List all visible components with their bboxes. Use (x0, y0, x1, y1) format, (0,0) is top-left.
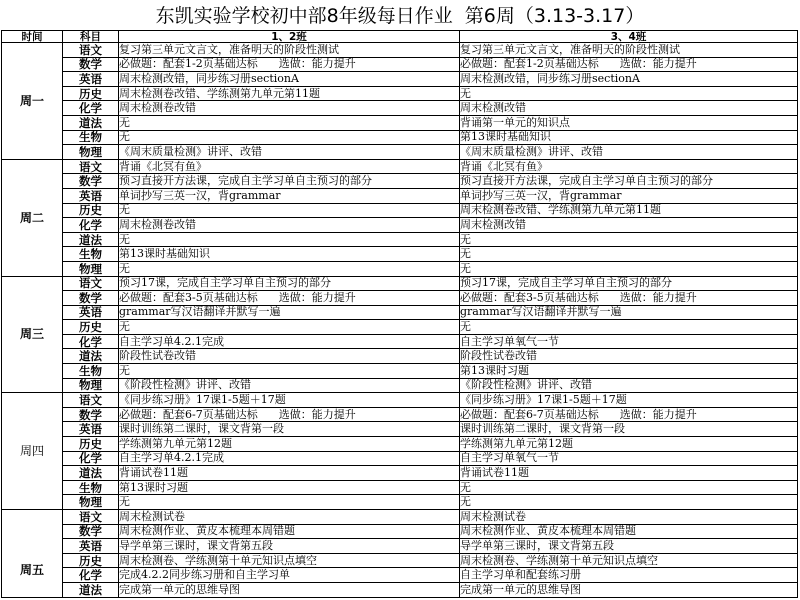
table-row (2, 582, 798, 597)
table-row (2, 378, 798, 393)
subject-cell: 历史 (63, 553, 119, 568)
class-3-4-homework-cell: 必做题：配套1-2页基础达标 选做：能力提升 (460, 57, 798, 72)
table-row (2, 247, 798, 262)
subject-cell: 英语 (63, 305, 119, 320)
class-3-4-homework-cell: 周末检测改错 (460, 218, 798, 233)
table-row (2, 568, 798, 583)
class-3-4-homework-cell: 自主学习单和配套练习册 (460, 568, 798, 583)
subject-cell: 数学 (63, 57, 119, 72)
class-3-4-homework-cell: 复习第三单元文言文，准备明天的阶段性测试 (460, 43, 798, 58)
header-subject: 科目 (63, 31, 119, 43)
class-3-4-homework-cell: 背诵第一单元的知识点 (460, 115, 798, 130)
class-1-2-homework-cell: 周末检测卷改错、学练测第九单元第11题 (119, 86, 460, 101)
class-1-2-homework-cell: 单词抄写三英一汉，背grammar (119, 188, 460, 203)
table-row (2, 276, 798, 291)
class-3-4-homework-cell: 无 (460, 261, 798, 276)
class-3-4-homework-cell: 《周末质量检测》讲评、改错 (460, 145, 798, 160)
class-1-2-homework-cell: 背诵《北冥有鱼》 (119, 159, 460, 174)
class-3-4-homework-cell: 无 (460, 320, 798, 335)
table-row (2, 218, 798, 233)
subject-cell: 数学 (63, 407, 119, 422)
class-1-2-homework-cell: 无 (119, 203, 460, 218)
table-row (2, 407, 798, 422)
class-1-2-homework-cell: 无 (119, 115, 460, 130)
table-row (2, 188, 798, 203)
class-3-4-homework-cell: 预习直接开方法课，完成自主学习单自主预习的部分 (460, 174, 798, 189)
class-1-2-homework-cell: 《周末质量检测》讲评、改错 (119, 145, 460, 160)
subject-cell: 化学 (63, 568, 119, 583)
class-3-4-homework-cell: 第13课时基础知识 (460, 130, 798, 145)
class-1-2-homework-cell: 无 (119, 364, 460, 379)
class-3-4-homework-cell: 第13课时习题 (460, 364, 798, 379)
class-1-2-homework-cell: 导学单第三课时，课文背第五段 (119, 539, 460, 554)
table-row (2, 261, 798, 276)
subject-cell: 道法 (63, 349, 119, 364)
class-1-2-homework-cell: 周末检测改错，同步练习册sectionA (119, 72, 460, 87)
class-3-4-homework-cell: 周末检测卷改错、学练测第九单元第11题 (460, 203, 798, 218)
subject-cell: 化学 (63, 451, 119, 466)
class-1-2-homework-cell: 课时训练第二课时，课文背第一段 (119, 422, 460, 437)
class-3-4-homework-cell: 周末检测卷、学练测第十单元知识点填空 (460, 553, 798, 568)
table-row (2, 320, 798, 335)
class-1-2-homework-cell: 阶段性试卷改错 (119, 349, 460, 364)
table-row (2, 524, 798, 539)
table-row (2, 101, 798, 116)
table-row (2, 364, 798, 379)
class-1-2-homework-cell: 周末检测作业、黄皮本梳理本周错题 (119, 524, 460, 539)
class-1-2-homework-cell: 周末检测卷改错 (119, 101, 460, 116)
class-3-4-homework-cell: 阶段性试卷改错 (460, 349, 798, 364)
subject-cell: 化学 (63, 218, 119, 233)
subject-cell: 语文 (63, 159, 119, 174)
subject-cell: 道法 (63, 582, 119, 597)
class-1-2-homework-cell: 周末检测卷、学练测第十单元知识点填空 (119, 553, 460, 568)
day-group (2, 276, 798, 393)
subject-cell: 英语 (63, 188, 119, 203)
subject-cell: 英语 (63, 539, 119, 554)
class-3-4-homework-cell: 周末检测作业、黄皮本梳理本周错题 (460, 524, 798, 539)
table-row (2, 553, 798, 568)
class-1-2-homework-cell: 《同步练习册》17课1-5题＋17题 (119, 393, 460, 408)
day-group (2, 393, 798, 510)
subject-cell: 化学 (63, 101, 119, 116)
class-1-2-homework-cell: 预习直接开方法课，完成自主学习单自主预习的部分 (119, 174, 460, 189)
header-row (2, 31, 798, 43)
class-3-4-homework-cell: 自主学习单氧气一节 (460, 451, 798, 466)
header-time: 时间 (2, 31, 63, 43)
header-class-3-4: 3、4班 (460, 31, 798, 43)
day-group (2, 43, 798, 160)
subject-cell: 英语 (63, 422, 119, 437)
class-3-4-homework-cell: 单词抄写三英一汉，背grammar (460, 188, 798, 203)
subject-cell: 数学 (63, 524, 119, 539)
day-label: 周三 (2, 276, 63, 393)
table-row (2, 86, 798, 101)
header-class-1-2: 1、2班 (119, 31, 460, 43)
day-group (2, 159, 798, 276)
subject-cell: 道法 (63, 115, 119, 130)
class-1-2-homework-cell: 无 (119, 232, 460, 247)
homework-table (1, 30, 798, 598)
subject-cell: 道法 (63, 466, 119, 481)
table-row (2, 334, 798, 349)
subject-cell: 物理 (63, 145, 119, 160)
table-row (2, 466, 798, 481)
subject-cell: 历史 (63, 86, 119, 101)
class-3-4-homework-cell: 周末检测改错 (460, 101, 798, 116)
class-3-4-homework-cell: 周末检测改错，同步练习册sectionA (460, 72, 798, 87)
page-title: 东凯实验学校初中部8年级每日作业 第6周（3.13-3.17） (155, 5, 645, 27)
subject-cell: 生物 (63, 364, 119, 379)
class-3-4-homework-cell: 周末检测试卷 (460, 510, 798, 525)
subject-cell: 生物 (63, 130, 119, 145)
class-3-4-homework-cell: 完成第一单元的思维导图 (460, 582, 798, 597)
table-row (2, 72, 798, 87)
class-1-2-homework-cell: 必做题：配套1-2页基础达标 选做：能力提升 (119, 57, 460, 72)
class-3-4-homework-cell: 无 (460, 86, 798, 101)
table-row (2, 480, 798, 495)
subject-cell: 英语 (63, 72, 119, 87)
class-3-4-homework-cell: 《同步练习册》17课1-5题＋17题 (460, 393, 798, 408)
class-3-4-homework-cell: 学练测第九单元第12题 (460, 437, 798, 452)
class-3-4-homework-cell: 背诵《北冥有鱼》 (460, 159, 798, 174)
day-label: 周五 (2, 510, 63, 598)
table-row (2, 159, 798, 174)
table-row (2, 349, 798, 364)
table-row (2, 145, 798, 160)
class-1-2-homework-cell: 背诵试卷11题 (119, 466, 460, 481)
subject-cell: 数学 (63, 174, 119, 189)
table-row (2, 130, 798, 145)
day-label: 周二 (2, 159, 63, 276)
subject-cell: 语文 (63, 43, 119, 58)
table-row (2, 305, 798, 320)
class-3-4-homework-cell: 必做题：配套6-7页基础达标 选做：能力提升 (460, 407, 798, 422)
subject-cell: 生物 (63, 247, 119, 262)
subject-cell: 物理 (63, 261, 119, 276)
class-1-2-homework-cell: 无 (119, 130, 460, 145)
class-3-4-homework-cell: 课时训练第二课时，课文背第一段 (460, 422, 798, 437)
table-row (2, 174, 798, 189)
table-header (2, 31, 798, 43)
subject-cell: 物理 (63, 495, 119, 510)
table-row (2, 232, 798, 247)
class-3-4-homework-cell: 预习17课，完成自主学习单自主预习的部分 (460, 276, 798, 291)
class-1-2-homework-cell: 必做题：配套6-7页基础达标 选做：能力提升 (119, 407, 460, 422)
subject-cell: 历史 (63, 437, 119, 452)
class-1-2-homework-cell: 无 (119, 495, 460, 510)
subject-cell: 语文 (63, 393, 119, 408)
table-row (2, 539, 798, 554)
class-1-2-homework-cell: 第13课时习题 (119, 480, 460, 495)
subject-cell: 历史 (63, 320, 119, 335)
class-3-4-homework-cell: 导学单第三课时，课文背第五段 (460, 539, 798, 554)
class-1-2-homework-cell: 周末检测试卷 (119, 510, 460, 525)
subject-cell: 物理 (63, 378, 119, 393)
class-1-2-homework-cell: 完成第一单元的思维导图 (119, 582, 460, 597)
subject-cell: 生物 (63, 480, 119, 495)
subject-cell: 化学 (63, 334, 119, 349)
subject-cell: 语文 (63, 276, 119, 291)
class-3-4-homework-cell: 自主学习单氧气一节 (460, 334, 798, 349)
table-row (2, 43, 798, 58)
class-1-2-homework-cell: grammar写汉语翻译并默写一遍 (119, 305, 460, 320)
class-1-2-homework-cell: 必做题：配套3-5页基础达标 选做：能力提升 (119, 291, 460, 306)
table-row (2, 393, 798, 408)
subject-cell: 语文 (63, 510, 119, 525)
class-1-2-homework-cell: 自主学习单4.2.1完成 (119, 451, 460, 466)
class-1-2-homework-cell: 无 (119, 320, 460, 335)
table-row (2, 115, 798, 130)
class-1-2-homework-cell: 学练测第九单元第12题 (119, 437, 460, 452)
class-1-2-homework-cell: 自主学习单4.2.1完成 (119, 334, 460, 349)
table-row (2, 422, 798, 437)
class-3-4-homework-cell: 无 (460, 495, 798, 510)
day-label: 周四 (2, 393, 63, 510)
class-3-4-homework-cell: grammar写汉语翻译并默写一遍 (460, 305, 798, 320)
class-3-4-homework-cell: 无 (460, 232, 798, 247)
class-1-2-homework-cell: 完成4.2.2同步练习册和自主学习单 (119, 568, 460, 583)
class-1-2-homework-cell: 《阶段性检测》讲评、改错 (119, 378, 460, 393)
subject-cell: 历史 (63, 203, 119, 218)
class-1-2-homework-cell: 预习17课，完成自主学习单自主预习的部分 (119, 276, 460, 291)
class-1-2-homework-cell: 无 (119, 261, 460, 276)
class-1-2-homework-cell: 第13课时基础知识 (119, 247, 460, 262)
table-row (2, 495, 798, 510)
table-row (2, 510, 798, 525)
class-3-4-homework-cell: 背诵试卷11题 (460, 466, 798, 481)
class-3-4-homework-cell: 《阶段性检测》讲评、改错 (460, 378, 798, 393)
class-1-2-homework-cell: 周末检测卷改错 (119, 218, 460, 233)
table-row (2, 291, 798, 306)
class-3-4-homework-cell: 必做题：配套3-5页基础达标 选做：能力提升 (460, 291, 798, 306)
subject-cell: 数学 (63, 291, 119, 306)
day-group (2, 510, 798, 598)
table-row (2, 451, 798, 466)
class-3-4-homework-cell: 无 (460, 247, 798, 262)
subject-cell: 道法 (63, 232, 119, 247)
table-row (2, 437, 798, 452)
table-row (2, 57, 798, 72)
table-row (2, 203, 798, 218)
class-3-4-homework-cell: 无 (460, 480, 798, 495)
day-label: 周一 (2, 43, 63, 160)
class-1-2-homework-cell: 复习第三单元文言文，准备明天的阶段性测试 (119, 43, 460, 58)
